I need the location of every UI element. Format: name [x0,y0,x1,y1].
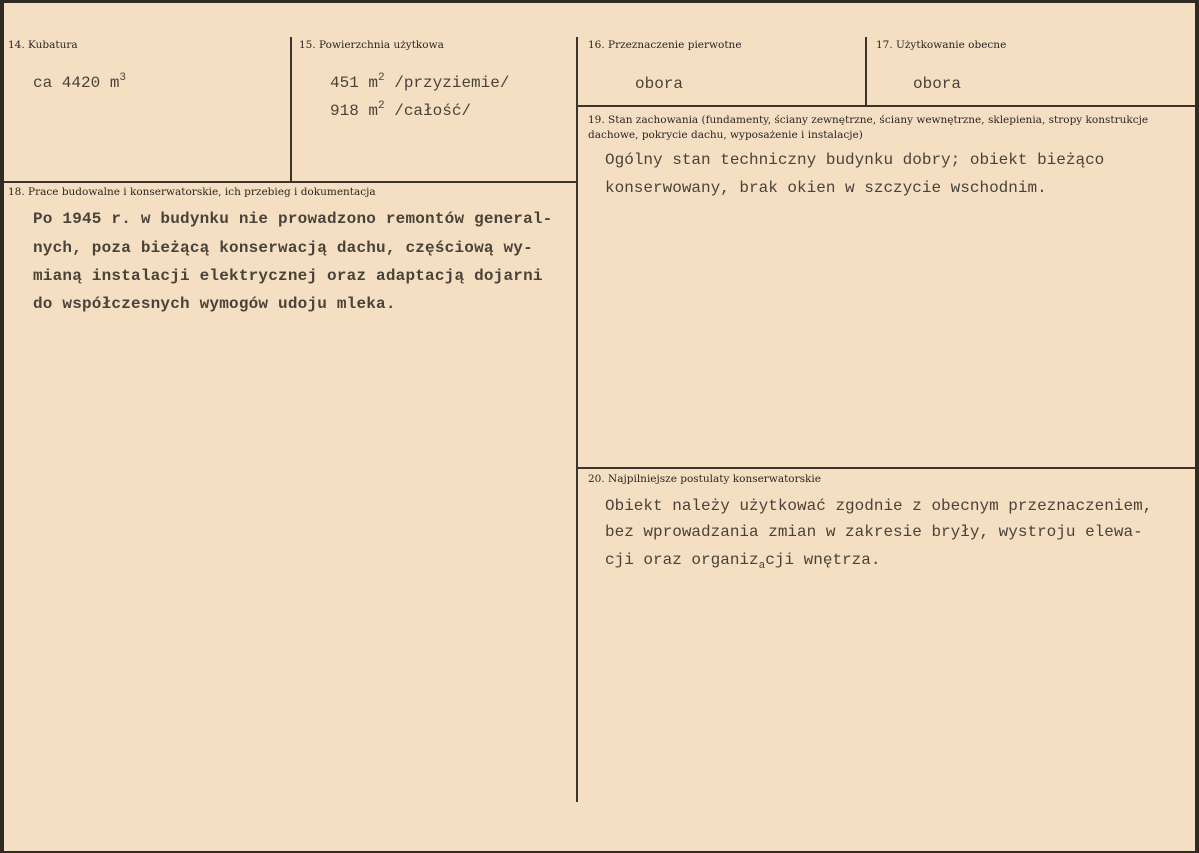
divider-center-vertical [576,37,578,802]
field-20-line-3-a: cji oraz organiz [605,551,759,569]
divider-col-16-17 [865,37,867,106]
field-20-label: 20. Najpilniejsze postulaty konserwatorskie [588,473,821,485]
field-19-line-1: Ogólny stan techniczny budynku dobry; obiekt bieżąco [605,151,1105,169]
field-17-label: 17. Użytkowanie obecne [876,39,1007,51]
field-14-value-text: ca 4420 m [33,74,120,92]
divider-col-14-15 [290,37,292,181]
field-19-label: 19. Stan zachowania (fundamenty, ściany zewnętrzne, ściany wewnętrzne, sklepienia, stropy konstrukcje dachowe, pokrycie dachu, wyposażenie i instalacje) [588,114,1149,141]
field-14-label: 14. Kubatura [8,39,78,51]
field-20-line-3-sub: a [758,560,766,572]
field-15-line-1-exponent: 2 [378,72,385,84]
divider-19-20 [578,467,1195,469]
field-20-line-3-b: cji wnętrza. [765,551,881,569]
field-17-value: obora [913,75,962,93]
field-16-label: 16. Przeznaczenie pierwotne [588,39,742,51]
field-18-line-4: do współczesnych wymogów udoju mleka. [33,295,396,313]
field-15-line-2 [330,97,471,126]
field-14-value-exponent: 3 [119,72,127,84]
field-15-line-2-exponent: 2 [378,100,385,112]
field-18-label: 18. Prace budowalne i konserwatorskie, ich przebieg i dokumentacja [8,186,376,198]
field-14-value [33,69,126,98]
field-18-line-2: nych, poza bieżącą konserwacją dachu, częściową wy- [33,239,533,257]
field-20-line-3 [605,546,880,575]
divider-row1-bottom-right [578,105,1195,107]
field-15-line-2-rest: /całość/ [384,102,472,120]
field-15-line-1-num: 451 m [330,74,379,92]
field-19-line-2: konserwowany, brak okien w szczycie wschodnim. [605,179,1047,197]
field-15-line-2-num: 918 m [330,102,379,120]
divider-row1-bottom-left [4,181,577,183]
field-18-line-1: Po 1945 r. w budynku nie prowadzono remontów general- [33,210,553,228]
field-16-value: obora [635,75,684,93]
field-15-line-1 [330,69,509,98]
field-20-line-1: Obiekt należy użytkować zgodnie z obecnym przeznaczeniem, [605,497,1153,515]
field-20-line-2: bez wprowadzania zmian w zakresie bryły, wystroju elewa- [605,523,1143,541]
field-15-line-1-rest: /przyziemie/ [384,74,510,92]
field-18-line-3: mianą instalacji elektrycznej oraz adaptacją dojarni [33,267,543,285]
field-15-label: 15. Powierzchnia użytkowa [299,39,444,51]
